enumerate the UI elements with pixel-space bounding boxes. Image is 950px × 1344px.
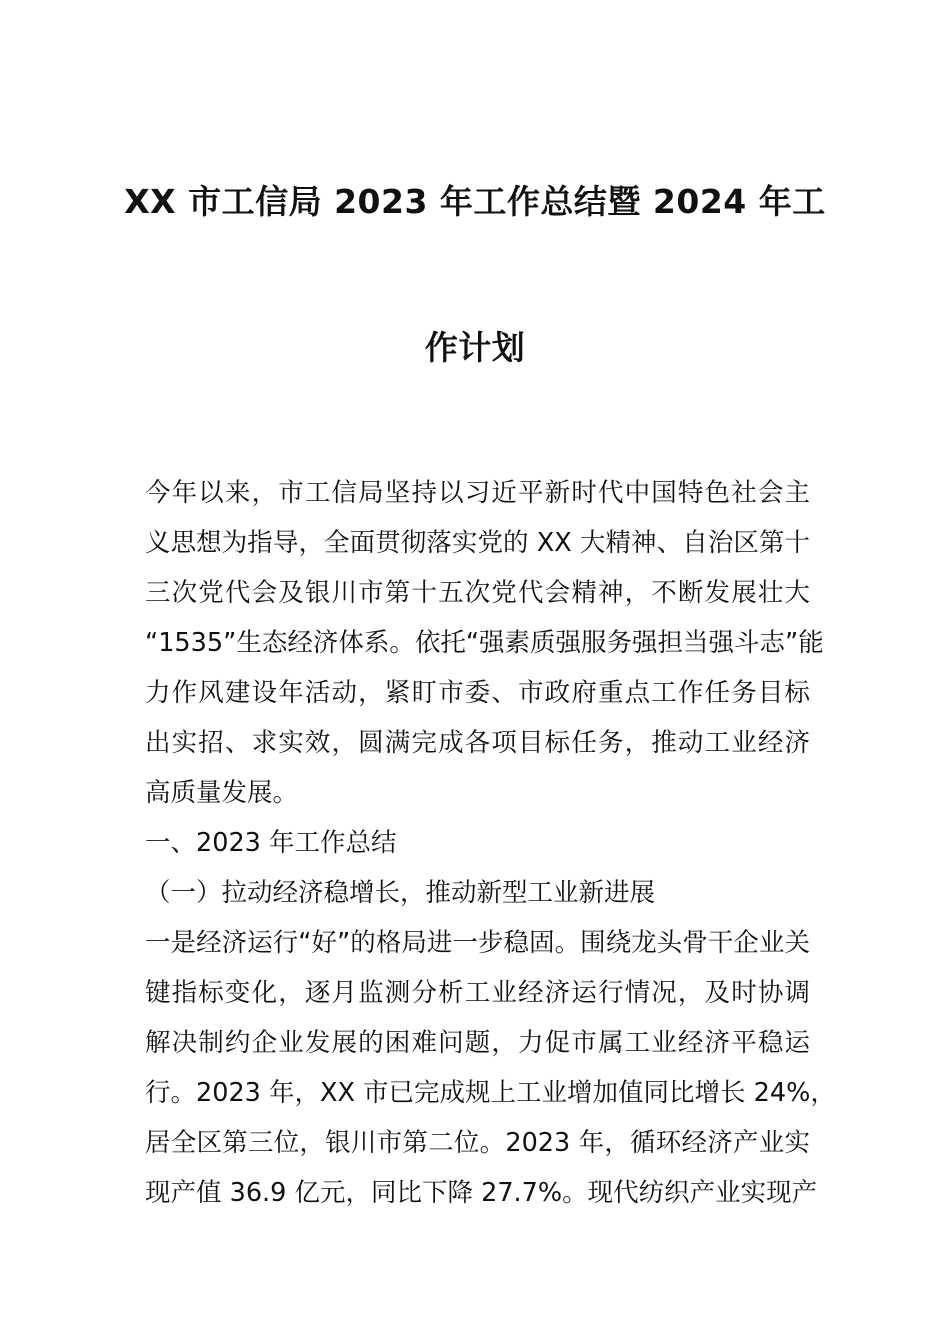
document-title-line-1: XX 市工信局 2023 年工作总结暨 2024 年工 [124,182,826,221]
body-line: 行。2023 年，XX 市已完成规上工业增加值同比增长 24%， [145,1078,836,1108]
body-line: 居全区第三位，银川市第二位。2023 年，循环经济产业实 [145,1128,810,1158]
body-line: 力作风建设年活动，紧盯市委、市政府重点工作任务目标 [145,678,810,708]
document-body [145,468,836,1218]
section-heading: 一、2023 年工作总结 [145,828,397,858]
body-line: 键指标变化，逐月监测分析工业经济运行情况，及时协调 [145,978,810,1008]
body-line: 义思想为指导，全面贯彻落实党的 XX 大精神、自治区第十 [145,528,810,558]
subsection-heading: （一）拉动经济稳增长，推动新型工业新进展 [145,878,656,908]
body-line: “1535”生态经济体系。依托“强素质强服务强担当强斗志”能 [145,628,824,658]
body-line: 三次党代会及银川市第十五次党代会精神，不断发展壮大 [145,578,810,608]
body-line: 高质量发展。 [145,778,299,808]
body-line: 解决制约企业发展的困难问题，力促市属工业经济平稳运 [145,1028,810,1058]
document-title-line-2: 作计划 [424,328,526,367]
body-line: 今年以来，市工信局坚持以习近平新时代中国特色社会主 [145,478,810,508]
body-line: 一是经济运行“好”的格局进一步稳固。围绕龙头骨干企业关 [145,928,810,958]
body-line: 现产值 36.9 亿元，同比下降 27.7%。现代纺织产业实现产 [145,1178,818,1208]
body-line: 出实招、求实效，圆满完成各项目标任务，推动工业经济 [145,728,810,758]
